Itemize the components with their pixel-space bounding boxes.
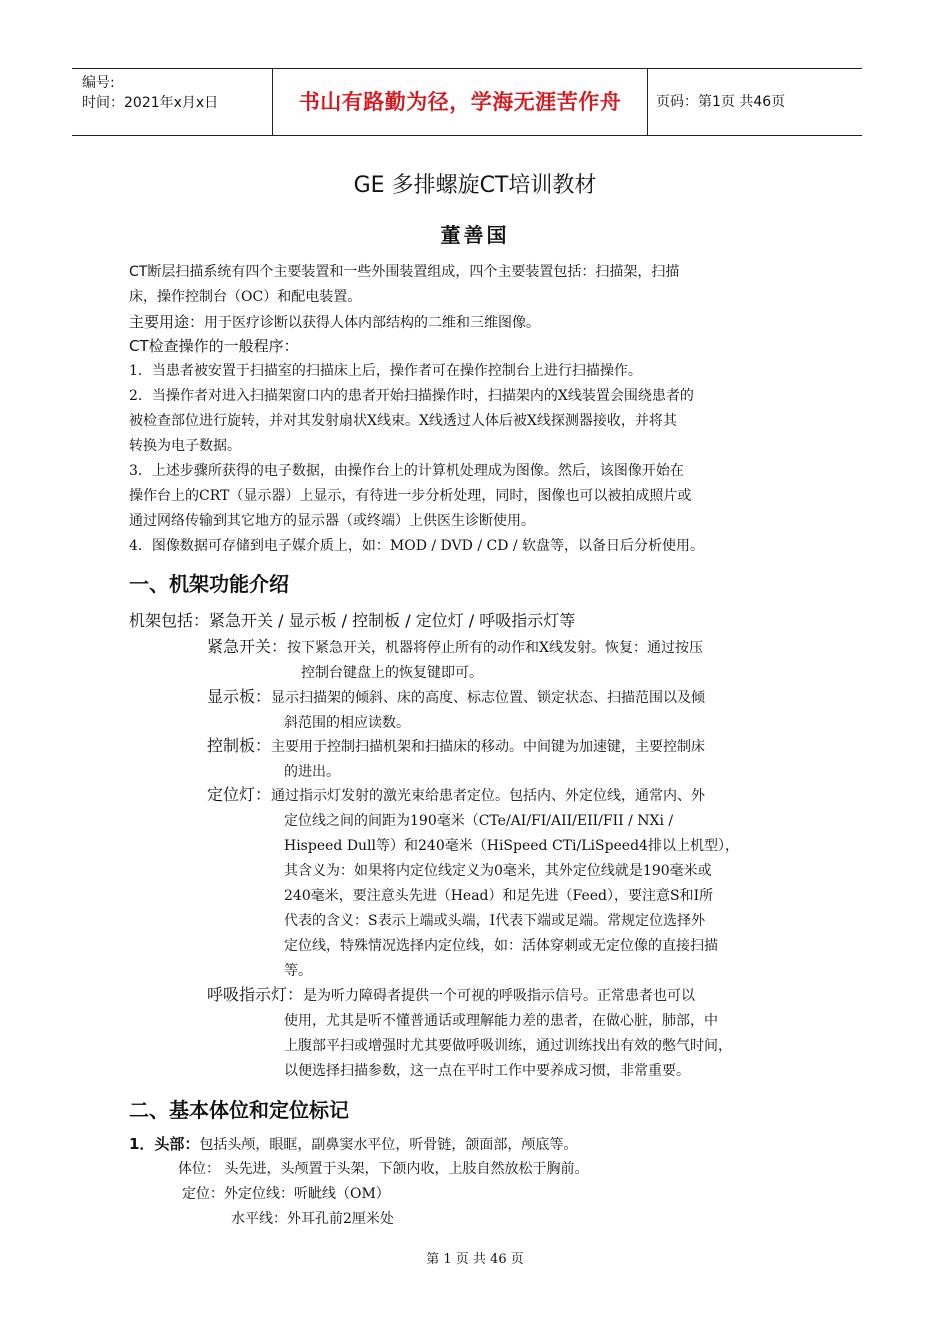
laser-line: 等。: [284, 963, 312, 979]
laser-line: 240毫米，要注意头先进（Head）和足先进（Feed），要注意S和I所: [284, 888, 714, 904]
step-line: 操作台上的CRT（显示器）上显示，有待进一步分析处理，同时，图像也可以被拍成照片或: [129, 488, 692, 504]
number-label: 编号:: [82, 75, 115, 91]
section1-subheading: 机架包括：紧急开关 / 显示板 / 控制板 / 定位灯 / 呼吸指示灯等: [129, 611, 576, 630]
motto: 书山有路勤为径，学海无涯苦作舟: [298, 90, 622, 114]
procedure-steps: [129, 359, 829, 559]
system-text-2: 床，操作控制台（OC）和配电装置。: [129, 289, 362, 305]
section2-heading: 二、基本体位和定位标记: [129, 1098, 349, 1122]
use-term: 主要用途：: [129, 313, 205, 331]
laser-line: Hispeed Dull等）和240毫米（HiSpeed CTi/LiSpeed4排以上机型），: [284, 838, 739, 854]
breath-item: [207, 982, 822, 1084]
breath-line: 以便选择扫描参数，这一点在平时工作中要养成习惯，非常重要。: [284, 1063, 690, 1079]
emergency-term: 紧急开关：: [207, 637, 288, 656]
section1-heading: 一、机架功能介绍: [129, 572, 289, 596]
head-paragraph: [129, 1132, 819, 1158]
laser-line: 通过指示灯发射的激光束给患者定位。包括内、外定位线，通常内、外: [271, 788, 706, 804]
intro-system-paragraph: [129, 260, 819, 310]
posture-line: 体位： 头先进，头颅置于头架，下颌内收，上肢自然放松于胸前。: [178, 1161, 589, 1177]
control-line: 主要用于控制扫描机架和扫描床的移动。中间键为加速键，主要控制床: [271, 739, 706, 755]
laser-line: 其含义为：如果将内定位线定义为0毫米，其外定位线就是190毫米或: [284, 863, 712, 879]
laser-term: 定位灯：: [207, 785, 272, 804]
display-term: 显示板：: [207, 687, 272, 706]
document-author: 董善国: [440, 223, 510, 247]
step-line: 3．上述步骤所获得的电子数据，由操作台上的计算机处理成为图像。然后，该图像开始在: [129, 463, 684, 479]
time-label: 时间：2021年x月x日: [82, 95, 219, 111]
procedure-heading: CT检查操作的一般程序：: [129, 337, 299, 355]
display-line: 显示扫描架的倾斜、床的高度、标志位置、锁定状态、扫描范围以及倾: [271, 690, 706, 706]
system-text-1: 有四个主要装置和一些外围装置组成，四个主要装置包括：扫描架，扫描: [231, 264, 680, 280]
header-page-cell: [648, 69, 862, 135]
breath-term: 呼吸指示灯：: [207, 985, 304, 1004]
control-line: 的进出。: [284, 764, 340, 780]
breath-line: 上腹部平扫或增强时尤其要做呼吸训练，通过训练找出有效的憋气时间，: [284, 1038, 732, 1054]
emergency-item: [207, 634, 817, 686]
document-title: GE 多排螺旋CT培训教材: [353, 173, 597, 198]
head-term: 1．头部：: [129, 1135, 200, 1153]
step-line: 被检查部位进行旋转，并对其发射扇状X线束。X线透过人体后被X线探测器接收，并将其: [129, 413, 677, 429]
use-text: 用于医疗诊断以获得人体内部结构的二维和三维图像。: [204, 315, 541, 331]
step-line: 通过网络传输到其它地方的显示器（或终端）上供医生诊断使用。: [129, 513, 535, 529]
laser-line: 定位线，特殊情况选择内定位线，如：活体穿刺或无定位像的直接扫描: [284, 938, 718, 954]
step-line: 转换为电子数据。: [129, 438, 241, 454]
horizontal-line: 水平线：外耳孔前2厘米处: [231, 1211, 394, 1227]
breath-line: 使用，尤其是听不懂普通话或理解能力差的患者，在做心脏，肺部，中: [284, 1013, 718, 1029]
header-meta-cell: [72, 69, 273, 135]
emergency-line: 按下紧急开关，机器将停止所有的动作和X线发射。恢复：通过按压: [287, 640, 703, 656]
page-label: 页码：第1页 共46页: [656, 94, 786, 110]
position-line: 定位：外定位线：听眦线（OM）: [182, 1186, 390, 1202]
control-item: [207, 733, 817, 785]
control-term: 控制板：: [207, 736, 272, 755]
breath-line: 是为听力障碍者提供一个可视的呼吸指示信号。正常患者也可以: [303, 988, 696, 1004]
intro-use-paragraph: [129, 310, 819, 336]
header-motto-cell: [273, 69, 648, 135]
page-header: [72, 68, 862, 136]
system-term: CT断层扫描系统: [129, 264, 232, 280]
display-line: 斜范围的相应读数。: [284, 715, 410, 731]
display-item: [207, 684, 817, 736]
page-footer: 第 1 页 共 46 页: [426, 1252, 524, 1267]
step-line: 2．当操作者对进入扫描架窗口内的患者开始扫描操作时，扫描架内的X线装置会围绕患者的: [129, 388, 694, 404]
step-line: 1．当患者被安置于扫描室的扫描床上后，操作者可在操作控制台上进行扫描操作。: [129, 363, 642, 379]
emergency-line: 控制台键盘上的恢复键即可。: [301, 665, 483, 681]
laser-line: 定位线之间的间距为190毫米（CTe/AI/FI/AII/EII/FII / NXi /: [284, 813, 674, 829]
head-text: 包括头颅，眼眶，副鼻窦水平位，听骨链，颌面部，颅底等。: [199, 1137, 578, 1153]
laser-line: 代表的含义：S表示上端或头端，I代表下端或足端。常规定位选择外: [284, 913, 706, 929]
laser-item: [207, 782, 817, 984]
step-line: 4．图像数据可存储到电子媒介质上，如：MOD / DVD / CD / 软盘等，以备日后分析使用。: [129, 538, 705, 554]
